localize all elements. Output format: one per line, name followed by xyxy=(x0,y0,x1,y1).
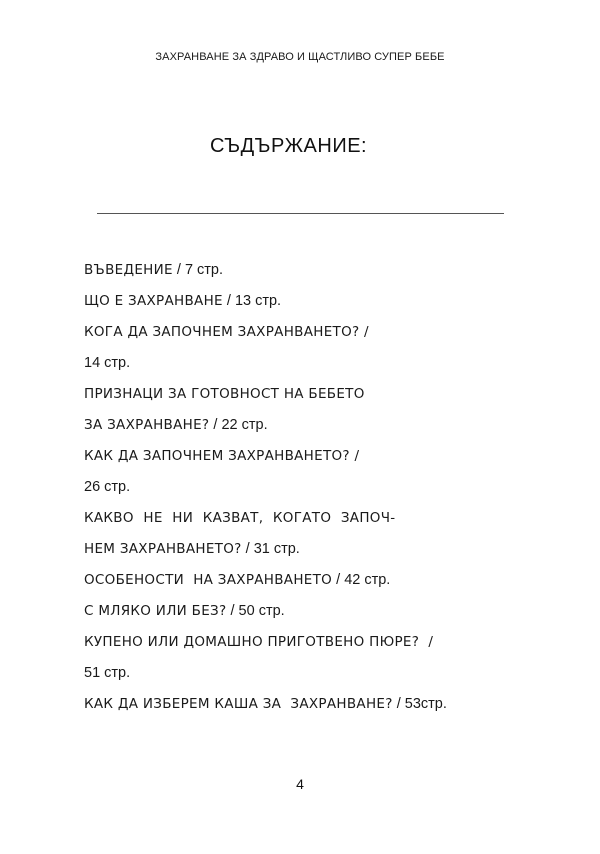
toc-entry-text: ОСОБЕНОСТИ НА ЗАХРАНВАНЕТО xyxy=(84,572,333,588)
toc-entry-text: ЩО Е ЗАХРАНВАНЕ xyxy=(84,293,223,309)
toc-line xyxy=(84,630,524,661)
toc-entry-page: / 50 стр. xyxy=(226,603,285,619)
title-divider xyxy=(97,213,504,214)
toc-line xyxy=(84,537,524,568)
toc-line xyxy=(84,568,524,599)
toc-line xyxy=(84,320,524,351)
toc-entry-page: / 31 стр. xyxy=(241,541,300,557)
toc-entry-text: КОГА ДА ЗАПОЧНЕМ ЗАХРАНВАНЕТО? / xyxy=(84,324,369,340)
toc-line xyxy=(84,661,524,692)
toc-line xyxy=(84,413,524,444)
toc-list xyxy=(84,258,524,723)
toc-entry-page: / 13 стр. xyxy=(222,293,282,309)
toc-entry-text: КАКВО НЕ НИ КАЗВАТ, КОГАТО ЗАПОЧ- xyxy=(84,510,396,526)
toc-line xyxy=(84,506,524,537)
toc-entry-text: ВЪВЕДЕНИЕ xyxy=(84,262,173,278)
toc-line xyxy=(84,289,524,320)
toc-entry-text: КУПЕНО ИЛИ ДОМАШНО ПРИГОТВЕНО ПЮРЕ? / xyxy=(84,634,434,650)
toc-entry-page: 51 стр. xyxy=(84,665,131,681)
running-header: ЗАХРАНВАНЕ ЗА ЗДРАВО И ЩАСТЛИВО СУПЕР БЕБЕ xyxy=(155,51,445,63)
page-number: 4 xyxy=(296,776,304,792)
toc-line xyxy=(84,475,524,506)
toc-title: СЪДЪРЖАНИЕ: xyxy=(210,135,368,157)
toc-entry-text: НЕМ ЗАХРАНВАНЕТО? xyxy=(84,541,242,557)
toc-entry-text: С МЛЯКО ИЛИ БЕЗ? xyxy=(84,603,227,619)
toc-entry-text: ПРИЗНАЦИ ЗА ГОТОВНОСТ НА БЕБЕТО xyxy=(84,386,365,402)
toc-entry-page: / 22 стр. xyxy=(209,417,268,433)
toc-entry-text: КАК ДА ИЗБЕРЕМ КАША ЗА ЗАХРАНВАНЕ? xyxy=(84,696,393,712)
toc-entry-page: 26 стр. xyxy=(84,479,131,495)
toc-entry-page: 14 стр. xyxy=(84,355,131,371)
toc-entry-page: / 42 стр. xyxy=(332,572,391,588)
toc-line xyxy=(84,351,524,382)
toc-entry-text: ЗА ЗАХРАНВАНЕ? xyxy=(84,417,210,433)
toc-entry-page: / 53стр. xyxy=(392,696,447,712)
toc-line xyxy=(84,382,524,413)
toc-line xyxy=(84,258,524,289)
toc-entry-text: КАК ДА ЗАПОЧНЕМ ЗАХРАНВАНЕТО? / xyxy=(84,448,360,464)
toc-line xyxy=(84,692,524,723)
toc-line xyxy=(84,444,524,475)
toc-line xyxy=(84,599,524,630)
toc-entry-page: / 7 стр. xyxy=(172,262,224,278)
